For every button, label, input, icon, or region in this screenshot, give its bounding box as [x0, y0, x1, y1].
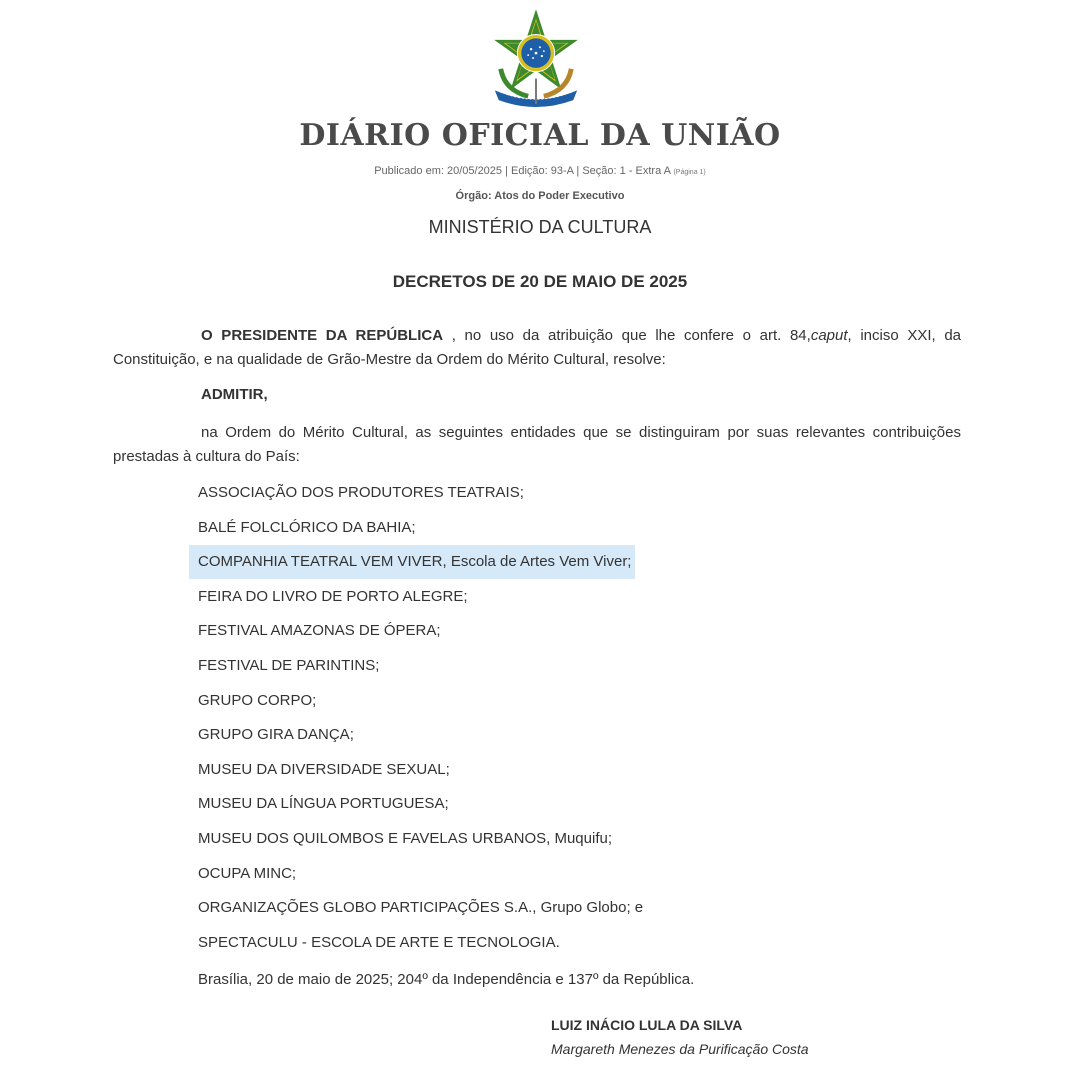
coat-of-arms-of-brazil-icon: [487, 10, 585, 108]
body-text: na Ordem do Mérito Cultural, as seguintes entidades que se distinguiram por suas relevantes contribuições prestadas à cultura do País:: [113, 424, 961, 465]
page-number: (Página 1): [673, 169, 706, 176]
list-item: [189, 585, 643, 620]
entity-name: FESTIVAL DE PARINTINS;: [198, 656, 380, 674]
list-item: [189, 723, 643, 758]
entity-name: BALÉ FOLCLÓRICO DA BAHIA;: [198, 518, 416, 536]
cosigner-name: Margareth Menezes da Purificação Costa: [551, 1041, 809, 1057]
admitir-heading: ADMITIR,: [201, 386, 268, 403]
publication-info: [0, 165, 1080, 177]
decree-title: DECRETOS DE 20 DE MAIO DE 2025: [392, 272, 688, 291]
list-item: [189, 619, 643, 654]
ministry-name: MINISTÉRIO DA CULTURA: [428, 217, 652, 237]
entity-list: [189, 481, 643, 965]
publication-title: DIÁRIO OFICIAL DA UNIÃO: [299, 118, 781, 153]
list-item-highlighted: [189, 550, 643, 585]
list-item: [189, 862, 643, 897]
entity-name: ORGANIZAÇÕES GLOBO PARTICIPAÇÕES S.A., Grupo Globo; e: [198, 899, 644, 917]
entity-name: ASSOCIAÇÃO DOS PRODUTORES TEATRAIS;: [198, 484, 524, 501]
list-item: [189, 654, 643, 689]
intro-caput: caput: [810, 327, 848, 344]
entity-name: FESTIVAL AMAZONAS DE ÓPERA;: [198, 622, 441, 640]
list-item: [189, 827, 643, 862]
orgao-line: Órgão: Atos do Poder Executivo: [455, 190, 625, 202]
list-item: [189, 792, 643, 827]
entity-name: MUSEU DA DIVERSIDADE SEXUAL;: [198, 760, 450, 778]
entity-name: COMPANHIA TEATRAL VEM VIVER, Escola de Artes Vem Viver;: [189, 545, 635, 579]
entity-name: FEIRA DO LIVRO DE PORTO ALEGRE;: [198, 587, 468, 605]
entity-name: GRUPO GIRA DANÇA;: [198, 726, 354, 744]
body-paragraph: [113, 421, 961, 469]
list-item: [189, 758, 643, 793]
closing-line: Brasília, 20 de maio de 2025; 204º da Independência e 137º da República.: [198, 971, 695, 988]
entity-name: MUSEU DOS QUILOMBOS E FAVELAS URBANOS, Muquifu;: [198, 829, 613, 847]
entity-name: GRUPO CORPO;: [198, 691, 317, 709]
entity-name: SPECTACULU - ESCOLA DE ARTE E TECNOLOGIA.: [198, 933, 560, 951]
list-item: [189, 931, 643, 966]
intro-paragraph: [113, 324, 961, 372]
list-item: [189, 689, 643, 724]
list-item: [189, 481, 643, 516]
intro-lead: O PRESIDENTE DA REPÚBLICA: [201, 327, 444, 344]
intro-text-2: , inciso XXI, da Constituição, e na qualidade de Grão-Mestre da Ordem do Mérito Cultural, resolve:: [113, 327, 962, 368]
publication-info-text: Publicado em: 20/05/2025 | Edição: 93-A | Seção: 1 - Extra A: [374, 165, 671, 177]
intro-text-1: , no uso da atribuição que lhe confere o art. 84,: [443, 327, 811, 344]
signer-name: LUIZ INÁCIO LULA DA SILVA: [551, 1017, 743, 1033]
list-item: [189, 896, 643, 931]
entity-name: OCUPA MINC;: [198, 864, 297, 882]
entity-name: MUSEU DA LÍNGUA PORTUGUESA;: [198, 795, 449, 813]
